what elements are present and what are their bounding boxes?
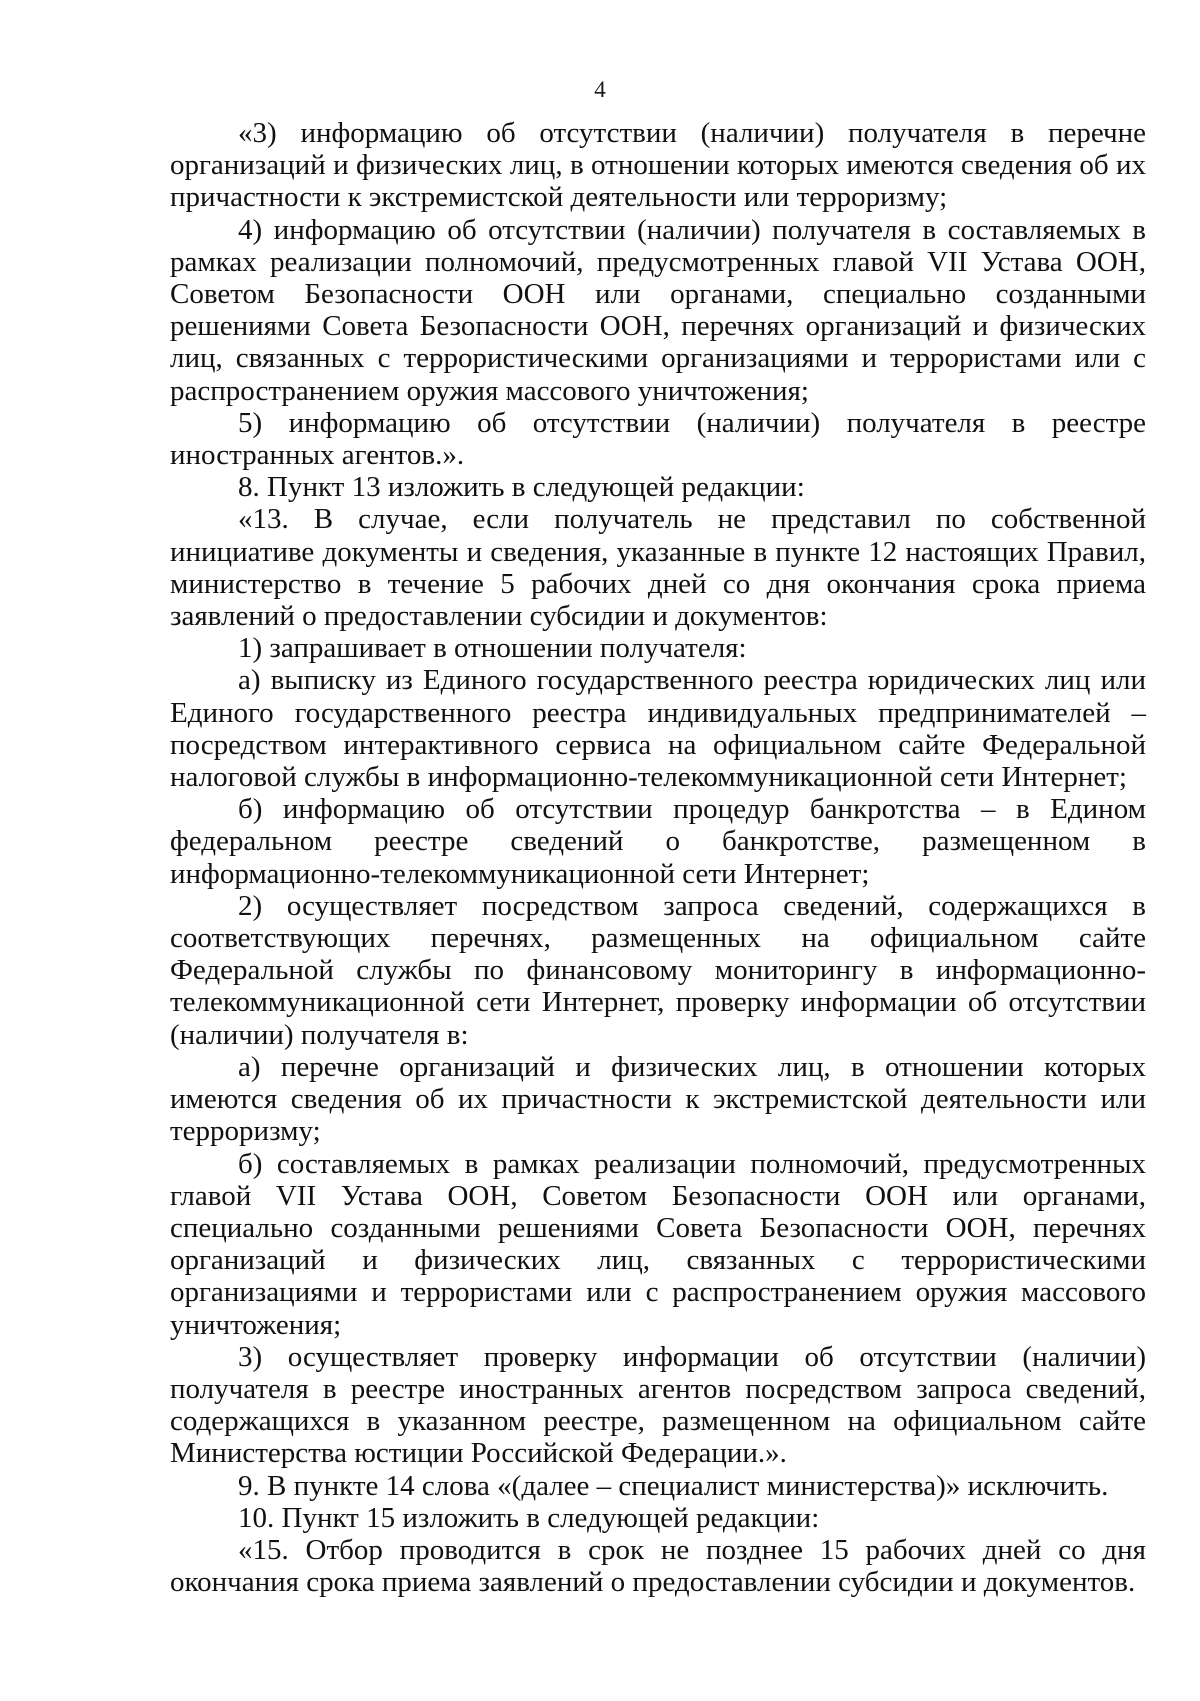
paragraph-subitem-1a: а) выписку из Единого государственного реестра юридических лиц или Единого государственного реестра индивидуальных предпринимателей – посредством интерактивного сервиса на официальном сайте Федеральной налоговой службы в информационно-телекоммуникационной сети Интернет; xyxy=(170,664,1146,794)
paragraph-item-4: 4) информацию об отсутствии (наличии) получателя в составляемых в рамках реализации полномочий, предусмотренных главой VII Устава ООН, Советом Безопасности ООН или органами, специально созданными решениями Совета Безопасности ООН, перечнях организаций и физических лиц, связанных с террористическими организациями и террористами или с распространением оружия массового уничтожения; xyxy=(170,213,1146,407)
paragraph-subitem-3: 3) осуществляет проверку информации об отсутствии (наличии) получателя в реестре иностранных агентов посредством запроса сведений, содержащихся в указанном реестре, размещенном на официальном сайте Министерства юстиции Российской Федерации.». xyxy=(170,1340,1146,1470)
paragraph-item-5: 5) информацию об отсутствии (наличии) получателя в реестре иностранных агентов.». xyxy=(170,406,1146,472)
paragraph-subitem-1b: б) информацию об отсутствии процедур банкротства – в Едином федеральном реестре сведений о банкротстве, размещенном в информационно-телекоммуникационной сети Интернет; xyxy=(170,793,1146,890)
paragraph-subitem-1: 1) запрашивает в отношении получателя: xyxy=(238,632,747,665)
paragraph-point-10: 10. Пункт 15 изложить в следующей редакции: xyxy=(238,1501,820,1534)
paragraph-subitem-2a: а) перечне организаций и физических лиц, в отношении которых имеются сведения об их причастности к экстремистской деятельности или терроризму; xyxy=(170,1050,1146,1148)
page-number: 4 xyxy=(594,77,606,102)
paragraph-item-3: «3) информацию об отсутствии (наличии) получателя в перечне организаций и физических лиц, в отношении которых имеются сведения об их причастности к экстремистской деятельности или терроризму; xyxy=(170,117,1146,214)
paragraph-point-9: 9. В пункте 14 слова «(далее – специалист министерства)» исключить. xyxy=(238,1469,1109,1502)
paragraph-point-8: 8. Пункт 13 изложить в следующей редакции: xyxy=(238,471,805,504)
document-body xyxy=(170,117,1146,1598)
paragraph-subitem-2b: б) составляемых в рамках реализации полномочий, предусмотренных главой VII Устава ООН, Советом Безопасности ООН или органами, специально созданными решениями Совета Безопасности ООН, перечнях организаций и физических лиц, связанных с террористическими организациями и террористами или с распространением оружия массового уничтожения; xyxy=(170,1147,1146,1341)
paragraph-point-13-intro: «13. В случае, если получатель не представил по собственной инициативе документы и сведения, указанные в пункте 12 настоящих Правил, министерство в течение 5 рабочих дней со дня окончания срока приема заявлений о предоставлении субсидии и документов: xyxy=(170,503,1146,633)
paragraph-subitem-2: 2) осуществляет посредством запроса сведений, содержащихся в соответствующих перечнях, размещенных на официальном сайте Федеральной службы по финансовому мониторингу в информационно-телекоммуникационной сети Интернет, проверку информации об отсутствии (наличии) получателя в: xyxy=(170,889,1146,1051)
paragraph-point-15: «15. Отбор проводится в срок не позднее 15 рабочих дней со дня окончания срока приема заявлений о предоставлении субсидии и документов. xyxy=(170,1533,1146,1599)
